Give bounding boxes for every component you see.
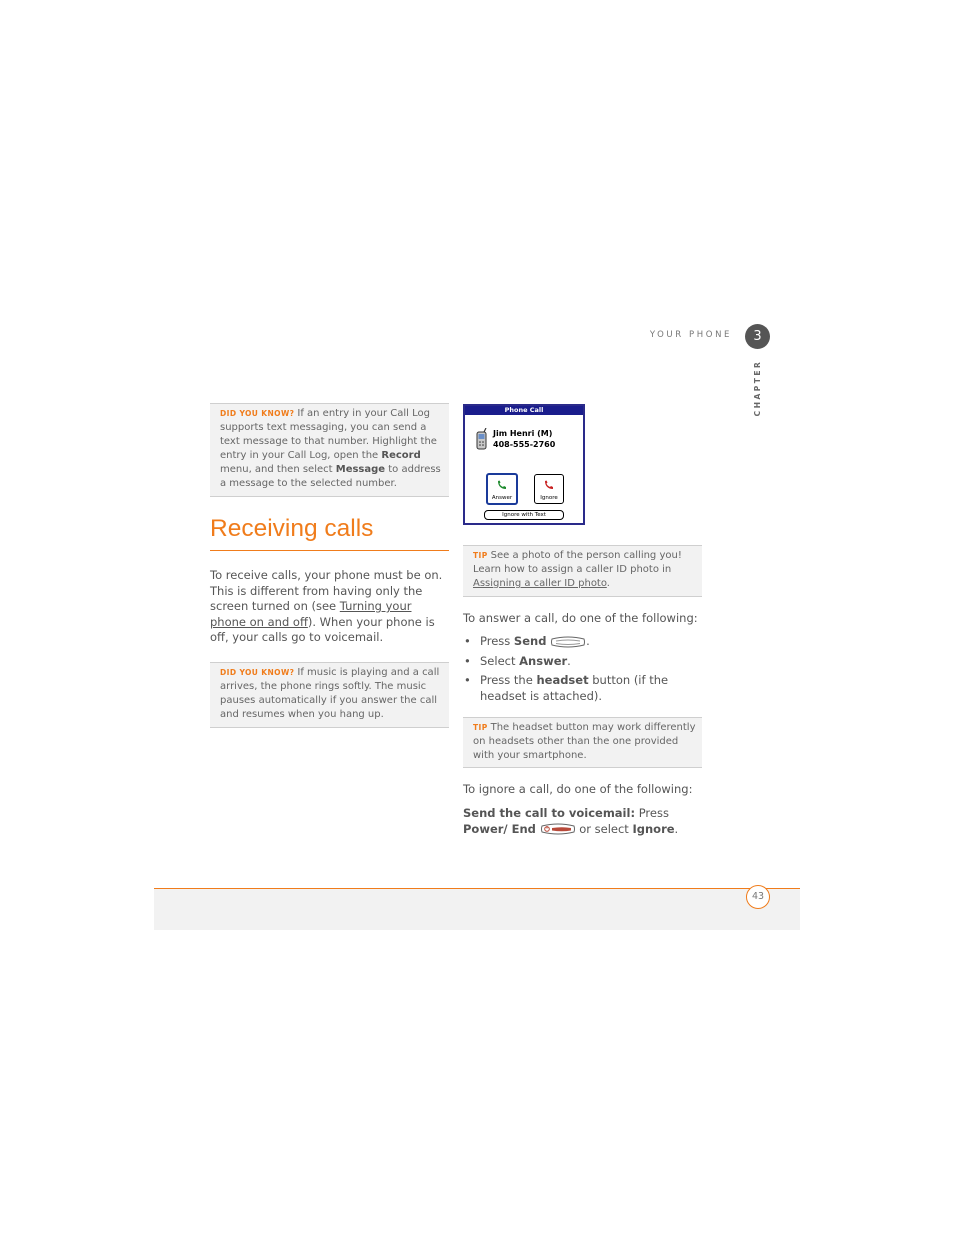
caller-number: 408-555-2760 [493,440,556,449]
link-assigning-caller-id-photo[interactable]: Assigning a caller ID photo [473,578,607,589]
answer-options-list [463,634,703,708]
page-number-badge: 43 [746,885,770,909]
tip-keyword: TIP [473,551,488,560]
answer-intro: To answer a call, do one of the following: [463,611,698,625]
voicemail-instruction [463,806,703,837]
tip-text: . [606,578,610,589]
caller-name: Jim Henri (M) [493,429,553,438]
did-you-know-callout-call-log [210,403,449,497]
callout-keyword: DID YOU KNOW? [220,668,295,677]
list-item-bold: headset [536,673,589,687]
did-you-know-callout-music [210,662,449,728]
list-item [463,673,703,704]
callout-keyword: DID YOU KNOW? [220,409,295,418]
tip-text: The headset button may work differently on headsets other than the one provided with your smartphone. [473,722,696,761]
callout-text: If an entry in your Call Log supports text messaging, you can send a text message to that number. Highlight the entry in your Call Log, open the [220,408,437,461]
phone-screen-title: Phone Call [465,406,583,415]
list-item-text: Press [480,634,514,648]
chapter-number-badge: 3 [745,324,770,349]
answer-button[interactable] [486,473,518,505]
ignore-label: Ignore [540,495,558,501]
running-header: YOUR PHONE [649,330,732,340]
list-item [463,634,703,650]
tip-keyword: TIP [473,723,488,732]
mobile-phone-icon [475,428,489,450]
green-handset-icon [496,479,508,491]
ignore-with-text-button[interactable]: Ignore with Text [484,510,564,520]
voicemail-text: . [674,821,679,836]
list-item-text: Press the [480,673,537,687]
red-handset-icon [543,479,555,491]
power-end-key-icon [540,823,576,835]
power-end-label: Power/ End [463,821,536,836]
tip-text: See a photo of the person calling you! Learn how to assign a caller ID photo in [473,550,682,575]
list-item-bold: Answer [519,653,568,668]
voicemail-text: Press [635,806,669,820]
callout-bold-message: Message [335,464,386,475]
tip-callout-caller-photo [463,545,702,597]
list-item-text: . [567,653,571,668]
list-item-text: button (if the headset is attached). [480,673,669,703]
ignore-intro: To ignore a call, do one of the following: [463,782,693,796]
ignore-button[interactable] [534,474,564,504]
section-title: Receiving calls [210,515,374,542]
title-rule [210,550,449,551]
intro-text: To receive calls, your phone must be on. This is different from having only the screen turned on (see [210,568,443,613]
callout-bold-record: Record [381,450,421,461]
callout-text: If music is playing and a call arrives, the phone rings softly. The music pauses automatically if you answer the call and resumes when you hang up. [220,667,440,720]
intro-paragraph [210,568,450,646]
send-key-icon [550,636,586,648]
ignore-bold: Ignore [632,821,675,836]
phone-call-screen [463,404,585,525]
intro-text: ). When your phone is off, your calls go to voicemail. [210,614,435,644]
list-item-text: Select [480,653,520,668]
tip-callout-headset [463,717,702,768]
chapter-label-vertical: CHAPTER [753,359,762,417]
answer-label: Answer [491,495,513,501]
voicemail-lead: Send the call to voicemail: [463,806,636,820]
list-item-text: . [586,634,590,648]
callout-text: menu, and then select [220,464,336,475]
callout-text: to address a message to the selected number. [220,464,441,489]
link-turning-phone-on-off[interactable]: Turning your phone on and off [210,599,412,629]
list-item-bold: Send [513,634,547,648]
footer-band [154,888,800,930]
list-item [463,654,703,670]
voicemail-text: or select [575,821,633,836]
